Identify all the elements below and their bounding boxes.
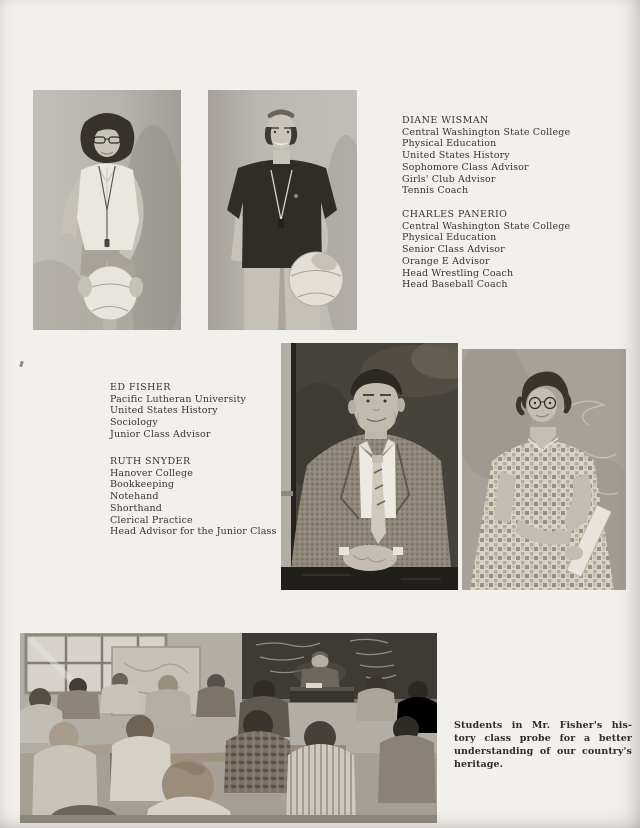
- bio-line: Tennis Coach: [402, 185, 469, 197]
- bio-line: Central Washington State College: [402, 220, 571, 232]
- scan-speck: [19, 361, 24, 368]
- bio-line: Girls' Club Advisor: [402, 173, 496, 185]
- bio-line: Physical Education: [402, 232, 497, 244]
- photo-diane-wisman: [33, 90, 181, 330]
- bio-name: CHARLES PANERIO: [402, 209, 508, 220]
- caption-line: understanding of our country's: [454, 746, 632, 757]
- bio-line: United States History: [110, 405, 218, 417]
- bio-ruth-snyder: [110, 456, 277, 538]
- bio-name: ED FISHER: [110, 382, 171, 393]
- bio-charles-panerio: [402, 209, 570, 291]
- bio-line: Bookkeeping: [110, 479, 175, 491]
- bio-line: United States History: [402, 150, 510, 162]
- bio-line: Clerical Practice: [110, 514, 193, 526]
- caption-line: Students in Mr. Fisher's his-: [454, 720, 632, 731]
- photo-caption: [454, 719, 632, 771]
- caption-line: tory class probe for a better: [454, 733, 632, 744]
- bio-line: Physical Education: [402, 138, 497, 150]
- bio-line: Hanover College: [110, 467, 193, 479]
- caption-line: heritage.: [454, 759, 504, 770]
- bio-diane-wisman: [402, 115, 570, 197]
- bio-ed-fisher: [110, 382, 246, 441]
- bio-line: Sophomore Class Advisor: [402, 161, 529, 173]
- bio-line: Notehand: [110, 491, 159, 503]
- bio-line: Junior Class Advisor: [110, 428, 211, 440]
- bio-name: DIANE WISMAN: [402, 115, 489, 126]
- bio-line: Shorthand: [110, 502, 163, 514]
- photo-ed-fisher: [281, 343, 458, 590]
- bio-name: RUTH SNYDER: [110, 456, 191, 467]
- bio-line: Head Baseball Coach: [402, 279, 508, 291]
- bio-line: Central Washington State College: [402, 126, 571, 138]
- bio-line: Pacific Lutheran University: [110, 393, 247, 405]
- photo-ruth-snyder: [462, 349, 626, 590]
- bio-line: Sociology: [110, 417, 158, 429]
- photo-history-class: [20, 633, 437, 823]
- bio-line: Orange E Advisor: [402, 255, 490, 267]
- photo-charles-panerio: [208, 90, 357, 330]
- bio-line: Head Advisor for the Junior Class: [110, 526, 277, 538]
- bio-line: Senior Class Advisor: [402, 244, 505, 256]
- bio-line: Head Wrestling Coach: [402, 267, 514, 279]
